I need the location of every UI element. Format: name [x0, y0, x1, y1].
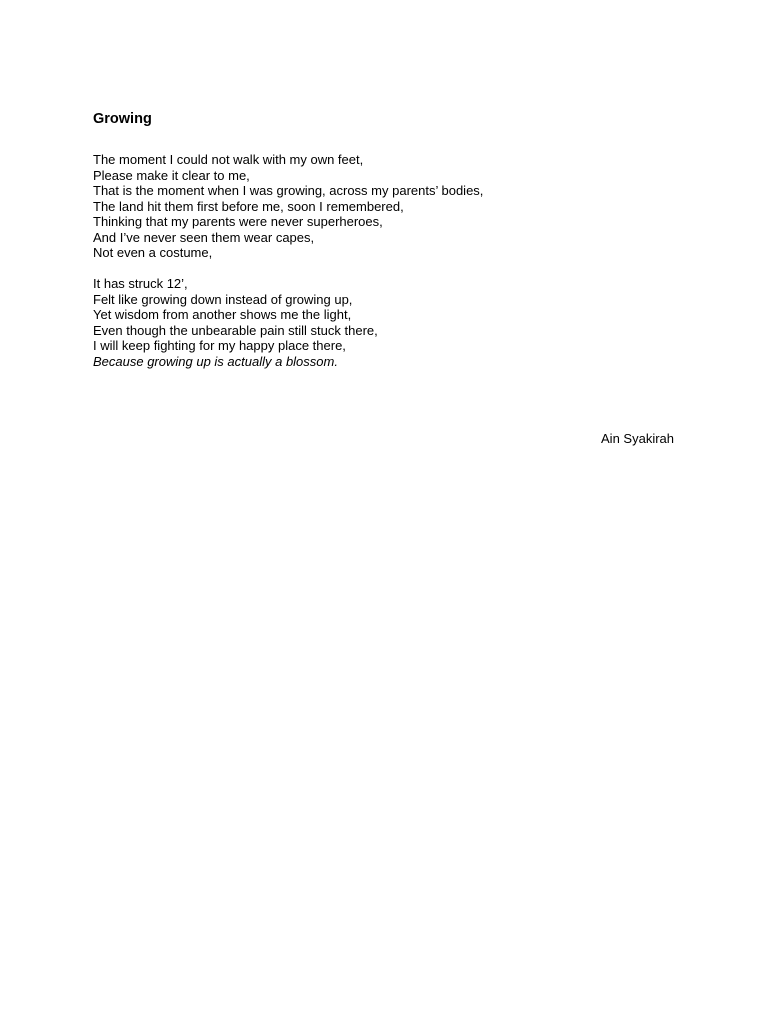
poem-line: The moment I could not walk with my own feet,: [93, 152, 364, 167]
poem-line: It has struck 12’,: [93, 276, 188, 291]
poem-line: Please make it clear to me,: [93, 167, 250, 183]
poem-line: Not even a costume,: [93, 245, 213, 260]
stanza-1: [93, 152, 483, 261]
poem-line: Thinking that my parents were never superheroes,: [93, 214, 383, 229]
poem-line: I will keep fighting for my happy place there,: [93, 338, 346, 353]
poem-closing-line: Because growing up is actually a blossom.: [93, 353, 338, 369]
poem-line: The land hit them first before me, soon I remembered,: [93, 198, 404, 214]
poem-line: Felt like growing down instead of growing up,: [93, 291, 353, 307]
stanza-2: [93, 276, 378, 369]
poem-title: Growing: [93, 111, 152, 127]
poem-line: That is the moment when I was growing, across my parents’ bodies,: [93, 183, 484, 198]
poem-line: And I’ve never seen them wear capes,: [93, 229, 315, 245]
poem-line: Even though the unbearable pain still stuck there,: [93, 322, 378, 338]
poem-line: Yet wisdom from another shows me the light,: [93, 307, 352, 322]
author-name: Ain Syakirah: [601, 431, 674, 446]
